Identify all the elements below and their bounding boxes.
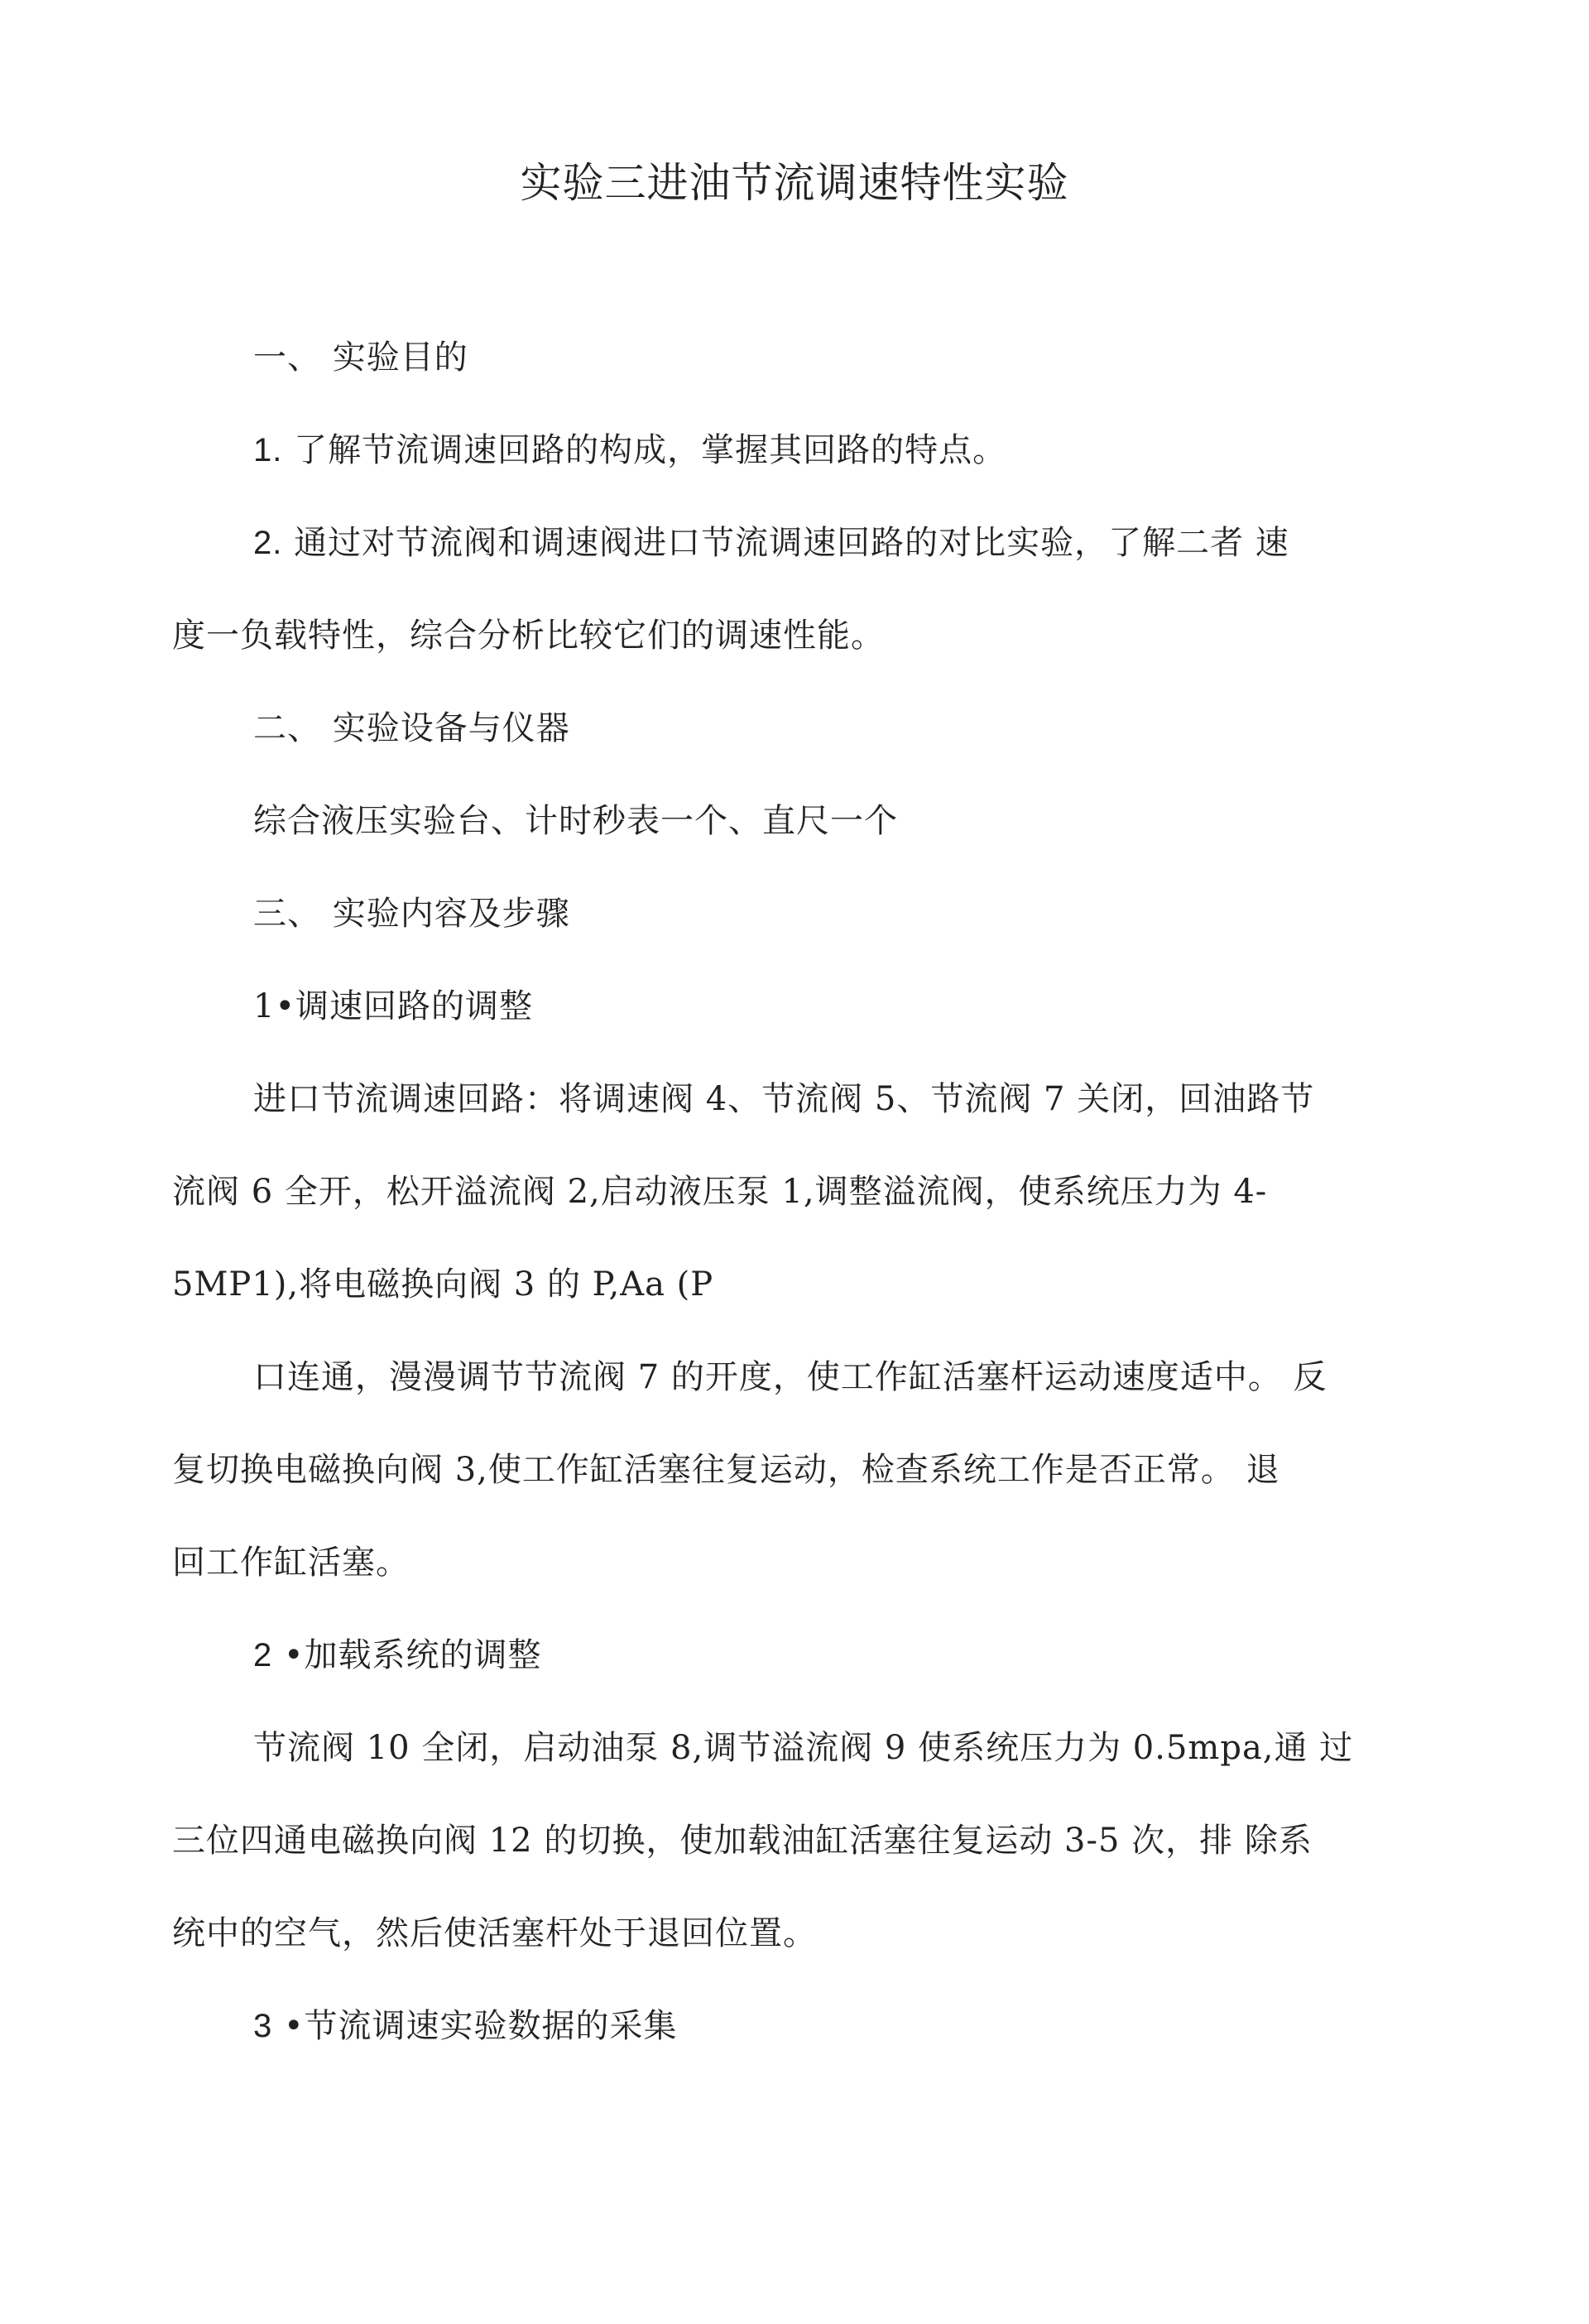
objective-item-2 [253, 520, 1289, 566]
step-1-heading: 1•调速回路的调整 [253, 987, 534, 1025]
step-1-paragraph-1-line-3: 5MP1),将电磁换向阀 3 的 P,Aa (P [172, 1265, 714, 1304]
objective-item-1 [253, 427, 1006, 473]
section-3-heading: 三、 实验内容及步骤 [253, 895, 570, 933]
objective-item-1-number: 1. [253, 432, 283, 468]
step-1-paragraph-1-line-1: 进口节流调速回路：将调速阀 4、节流阀 5、节流阀 7 关闭，回油路节 [253, 1080, 1315, 1118]
step-2-number: 2 [253, 1637, 273, 1673]
section-2-heading: 二、 实验设备与仪器 [253, 709, 570, 747]
step-1-paragraph-2-line-1: 口连通，漫漫调节节流阀 7 的开度，使工作缸活塞杆运动速度适中。 反 [253, 1358, 1327, 1396]
step-3-heading [253, 2003, 678, 2049]
step-3-heading-text: •节流调速实验数据的采集 [272, 2007, 678, 2045]
equipment-text: 综合液压实验台、计时秒表一个、直尺一个 [253, 802, 898, 840]
step-2-paragraph-line-1: 节流阀 10 全闭，启动油泵 8,调节溢流阀 9 使系统压力为 0.5mpa,通 过 [253, 1729, 1354, 1767]
step-2-heading [253, 1632, 542, 1678]
objective-item-2-text: 通过对节流阀和调速阀进口节流调速回路的对比实验，了解二者 速 [282, 524, 1289, 562]
step-1-paragraph-2-line-2: 复切换电磁换向阀 3,使工作缸活塞往复运动，检查系统工作是否正常。 退 [172, 1451, 1280, 1489]
step-1-paragraph-2-line-3: 回工作缸活塞。 [172, 1544, 410, 1582]
document-title: 实验三进油节流调速特性实验 [520, 159, 1069, 207]
section-1-heading: 一、 实验目的 [253, 339, 468, 377]
step-2-heading-text: •加载系统的调整 [272, 1636, 542, 1674]
objective-item-2-number: 2. [253, 525, 283, 561]
step-3-number: 3 [253, 2008, 273, 2044]
objective-item-1-text: 了解节流调速回路的构成，掌握其回路的特点。 [282, 431, 1007, 469]
step-1-paragraph-1-line-2: 流阀 6 全开，松开溢流阀 2,启动液压泵 1,调整溢流阀，使系统压力为 4- [172, 1173, 1268, 1211]
step-2-paragraph-line-2: 三位四通电磁换向阀 12 的切换，使加载油缸活塞往复运动 3-5 次，排 除系 [172, 1822, 1313, 1860]
objective-item-2-continuation: 度一负载特性，综合分析比较它们的调速性能。 [172, 617, 885, 655]
step-2-paragraph-line-3: 统中的空气，然后使活塞杆处于退回位置。 [172, 1914, 817, 1952]
